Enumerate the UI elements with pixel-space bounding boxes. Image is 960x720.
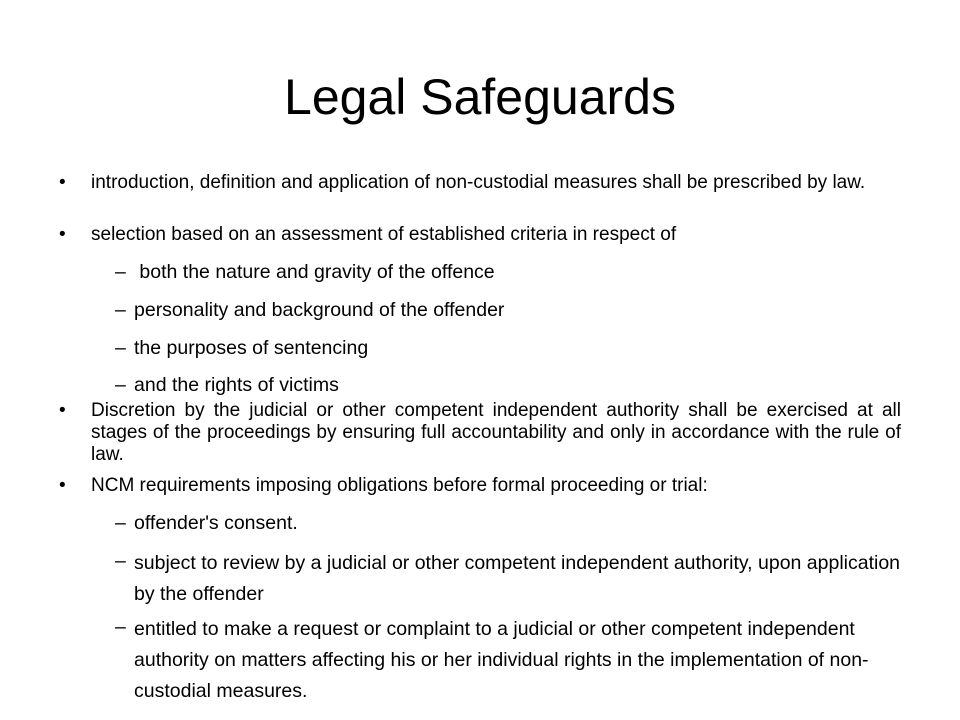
dash-marker: –	[115, 550, 126, 572]
bullet-marker: •	[59, 400, 66, 421]
dash-marker: –	[115, 512, 126, 534]
bullet-text: NCM requirements imposing obligations before formal proceeding or trial:	[91, 475, 708, 496]
sub-bullet-text: entitled to make a request or complaint to a judicial or other competent independent authority on matters affecting his or her individual rights in the implementation of non-custodial measures.	[134, 618, 869, 702]
slide-title: Legal Safeguards	[284, 69, 676, 125]
dash-marker: –	[115, 374, 126, 396]
bullet-marker: •	[59, 475, 66, 496]
bullet-marker: •	[59, 224, 66, 245]
sub-bullet-text: both the nature and gravity of the offence	[134, 261, 495, 283]
bullet-text: introduction, definition and application of non-custodial measures shall be prescribed by law.	[91, 172, 866, 193]
sub-bullet-text: subject to review by a judicial or other competent independent authority, upon application by the offender	[134, 552, 901, 605]
bullet-text: selection based on an assessment of established criteria in respect of	[91, 224, 677, 245]
dash-marker: –	[115, 299, 126, 321]
sub-bullet-text: personality and background of the offender	[134, 299, 505, 321]
sub-bullet-text: the purposes of sentencing	[134, 337, 369, 359]
dash-marker: –	[115, 261, 126, 283]
dash-marker: –	[115, 616, 126, 638]
bullet-text: Discretion by the judicial or other competent independent authority shall be exercised at all stages of the proceedings by ensuring full accountability and only in accordance with the rule of law.	[91, 400, 901, 465]
sub-bullet-text: and the rights of victims	[134, 374, 339, 396]
dash-marker: –	[115, 337, 126, 359]
bullet-marker: •	[59, 172, 66, 193]
sub-bullet-text: offender's consent.	[134, 512, 298, 534]
